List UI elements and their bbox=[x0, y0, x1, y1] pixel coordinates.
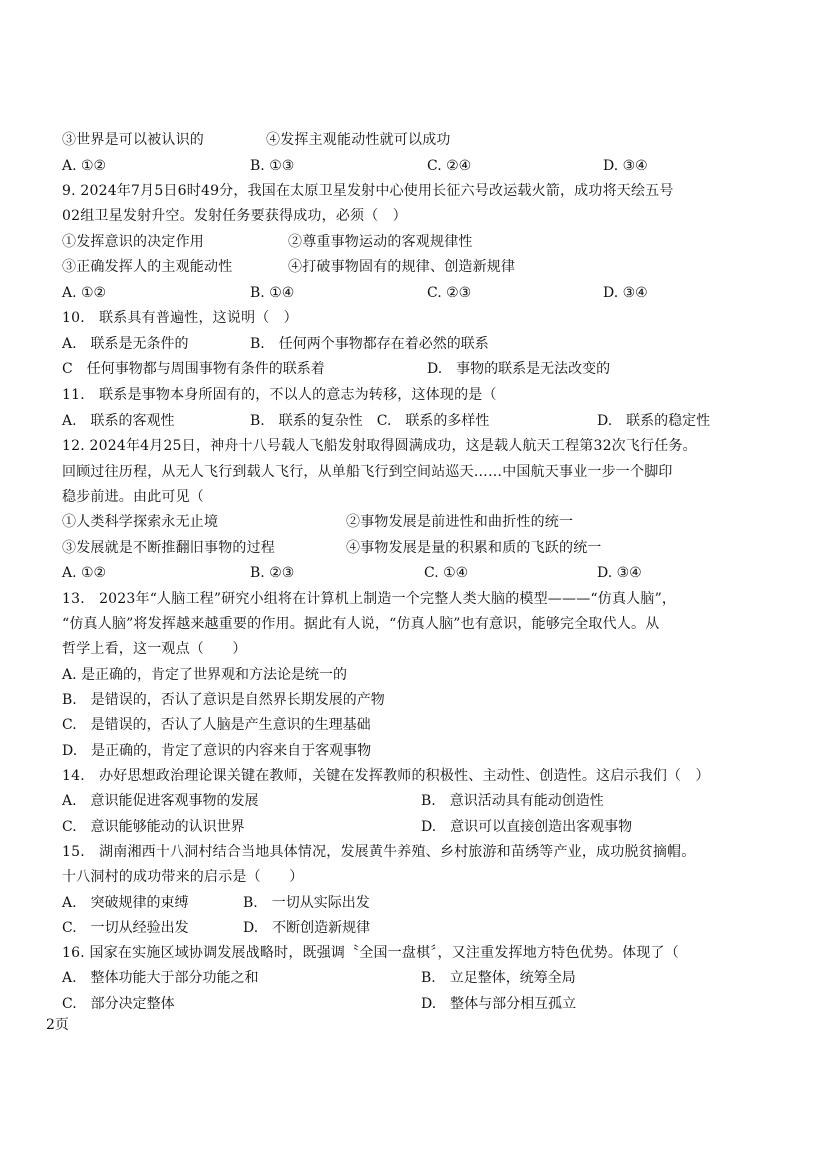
q11-option-b-c: B. 联系的复杂性 C. 联系的多样性 bbox=[250, 413, 490, 429]
q15-option-c: C. 一切从经验出发 bbox=[62, 920, 189, 936]
q12-stem-line-2: 回顾过往历程，从无人飞行到载人飞行，从单船飞行到空间站巡天……中国航天事业一步一个脚印 bbox=[62, 464, 673, 480]
q8-statement-4: ④发挥主观能动性就可以成功 bbox=[266, 132, 451, 148]
q15-option-d: D. 不断创造新规律 bbox=[243, 920, 371, 936]
q13-stem-line-1: 13. 2023年“人脑工程”研究小组将在计算机上制造一个完整人类大脑的模型———“仿真人脑”， bbox=[62, 591, 677, 607]
q13-option-d: D. 是正确的，肯定了意识的内容来自于客观事物 bbox=[62, 743, 372, 759]
q8-option-a: A. ①② bbox=[62, 158, 107, 174]
q16-stem: 16. 国家在实施区域协调发展战略时，既强调〝全国一盘棋〞，又注重发挥地方特色优势。体现了（ bbox=[62, 945, 679, 961]
q13-stem-line-3: 哲学上看，这一观点（ ） bbox=[62, 641, 247, 657]
q9-statement-2: ②尊重事物运动的客观规律性 bbox=[288, 234, 473, 250]
q9-option-a: A. ①② bbox=[62, 285, 107, 301]
q14-option-a: A. 意识能促进客观事物的发展 bbox=[62, 793, 259, 809]
q10-option-a: A. 联系是无条件的 bbox=[62, 336, 189, 352]
q11-stem: 11. 联系是事物本身所固有的，不以人的意志为转移，这体现的是（ bbox=[62, 387, 497, 403]
q16-option-d: D. 整体与部分相互孤立 bbox=[421, 996, 577, 1012]
q8-option-d: D. ③④ bbox=[603, 158, 648, 174]
q9-statement-3: ③正确发挥人的主观能动性 bbox=[62, 259, 233, 275]
q11-option-a: A. 联系的客观性 bbox=[62, 413, 175, 429]
q9-stem-line-2: 02组卫星发射升空。发射任务要获得成功，必须（ ） bbox=[62, 208, 407, 224]
q13-option-c: C. 是错误的，否认了人脑是产生意识的生理基础 bbox=[62, 717, 371, 733]
q12-option-b: B. ②③ bbox=[250, 565, 295, 581]
q13-stem-line-2: “仿真人脑”将发挥越来越重要的作用。据此有人说，“仿真人脑”也有意识，能够完全取代人。从 bbox=[62, 616, 660, 632]
q14-option-d: D. 意识可以直接创造出客观事物 bbox=[421, 819, 633, 835]
q12-stem-line-3: 稳步前进。由此可见（ bbox=[62, 489, 204, 505]
page-number: 2页 bbox=[46, 1017, 69, 1033]
q12-statement-1: ①人类科学探索永无止境 bbox=[62, 514, 219, 530]
q15-stem-line-1: 15. 湖南湘西十八洞村结合当地具体情况，发展黄牛养殖、乡村旅游和苗绣等产业，成功脱贫摘帽。 bbox=[62, 844, 696, 860]
q16-option-a: A. 整体功能大于部分功能之和 bbox=[62, 970, 259, 986]
q16-option-b: B. 立足整体，统筹全局 bbox=[421, 970, 576, 986]
q12-option-a: A. ①② bbox=[62, 565, 107, 581]
q12-stem-line-1: 12. 2024年4月25日，神舟十八号载人飞船发射取得圆满成功，这是载人航天工程第32次飞行任务。 bbox=[62, 438, 697, 454]
q12-statement-4: ④事物发展是量的积累和质的飞跃的统一 bbox=[346, 540, 602, 556]
q12-option-c: C. ①④ bbox=[424, 565, 469, 581]
q8-option-c: C. ②④ bbox=[427, 158, 472, 174]
q9-statement-1: ①发挥意识的决定作用 bbox=[62, 234, 204, 250]
q15-option-b: B. 一切从实际出发 bbox=[243, 895, 370, 911]
q12-statement-3: ③发展就是不断推翻旧事物的过程 bbox=[62, 540, 275, 556]
q9-stem-line-1: 9. 2024年7月5日6时49分，我国在太原卫星发射中心使用长征六号改运载火箭，成功将天绘五号 bbox=[62, 183, 674, 199]
q14-option-b: B. 意识活动具有能动创造性 bbox=[421, 793, 604, 809]
q10-stem: 10. 联系具有普遍性，这说明（ ） bbox=[62, 310, 298, 326]
q9-statement-4: ④打破事物固有的规律、创造新规律 bbox=[288, 259, 516, 275]
q10-option-d: D. 事物的联系是无法改变的 bbox=[427, 361, 611, 377]
q8-statement-3: ③世界是可以被认识的 bbox=[62, 132, 204, 148]
q8-option-b: B. ①③ bbox=[250, 158, 295, 174]
q15-option-a: A. 突破规律的束缚 bbox=[62, 895, 189, 911]
q16-option-c: C. 部分决定整体 bbox=[62, 996, 175, 1012]
q12-option-d: D. ③④ bbox=[597, 565, 642, 581]
q15-stem-line-2: 十八洞村的成功带来的启示是（ ） bbox=[62, 869, 304, 885]
q10-option-c: C 任何事物都与周围事物有条件的联系着 bbox=[62, 361, 325, 377]
q13-option-b: B. 是错误的，否认了意识是自然界长期发展的产物 bbox=[62, 692, 385, 708]
q11-option-d: D. 联系的稳定性 bbox=[597, 413, 711, 429]
q10-option-b: B. 任何两个事物都存在着必然的联系 bbox=[250, 336, 489, 352]
q9-option-b: B. ①④ bbox=[250, 285, 295, 301]
q12-statement-2: ②事物发展是前进性和曲折性的统一 bbox=[346, 514, 574, 530]
q14-stem: 14. 办好思想政治理论课关键在教师，关键在发挥教师的积极性、主动性、创造性。这启示我们（ ） bbox=[62, 768, 710, 784]
q9-option-d: D. ③④ bbox=[603, 285, 648, 301]
q13-option-a: A. 是正确的，肯定了世界观和方法论是统一的 bbox=[62, 667, 348, 683]
q9-option-c: C. ②③ bbox=[427, 285, 472, 301]
q14-option-c: C. 意识能够能动的认识世界 bbox=[62, 819, 245, 835]
